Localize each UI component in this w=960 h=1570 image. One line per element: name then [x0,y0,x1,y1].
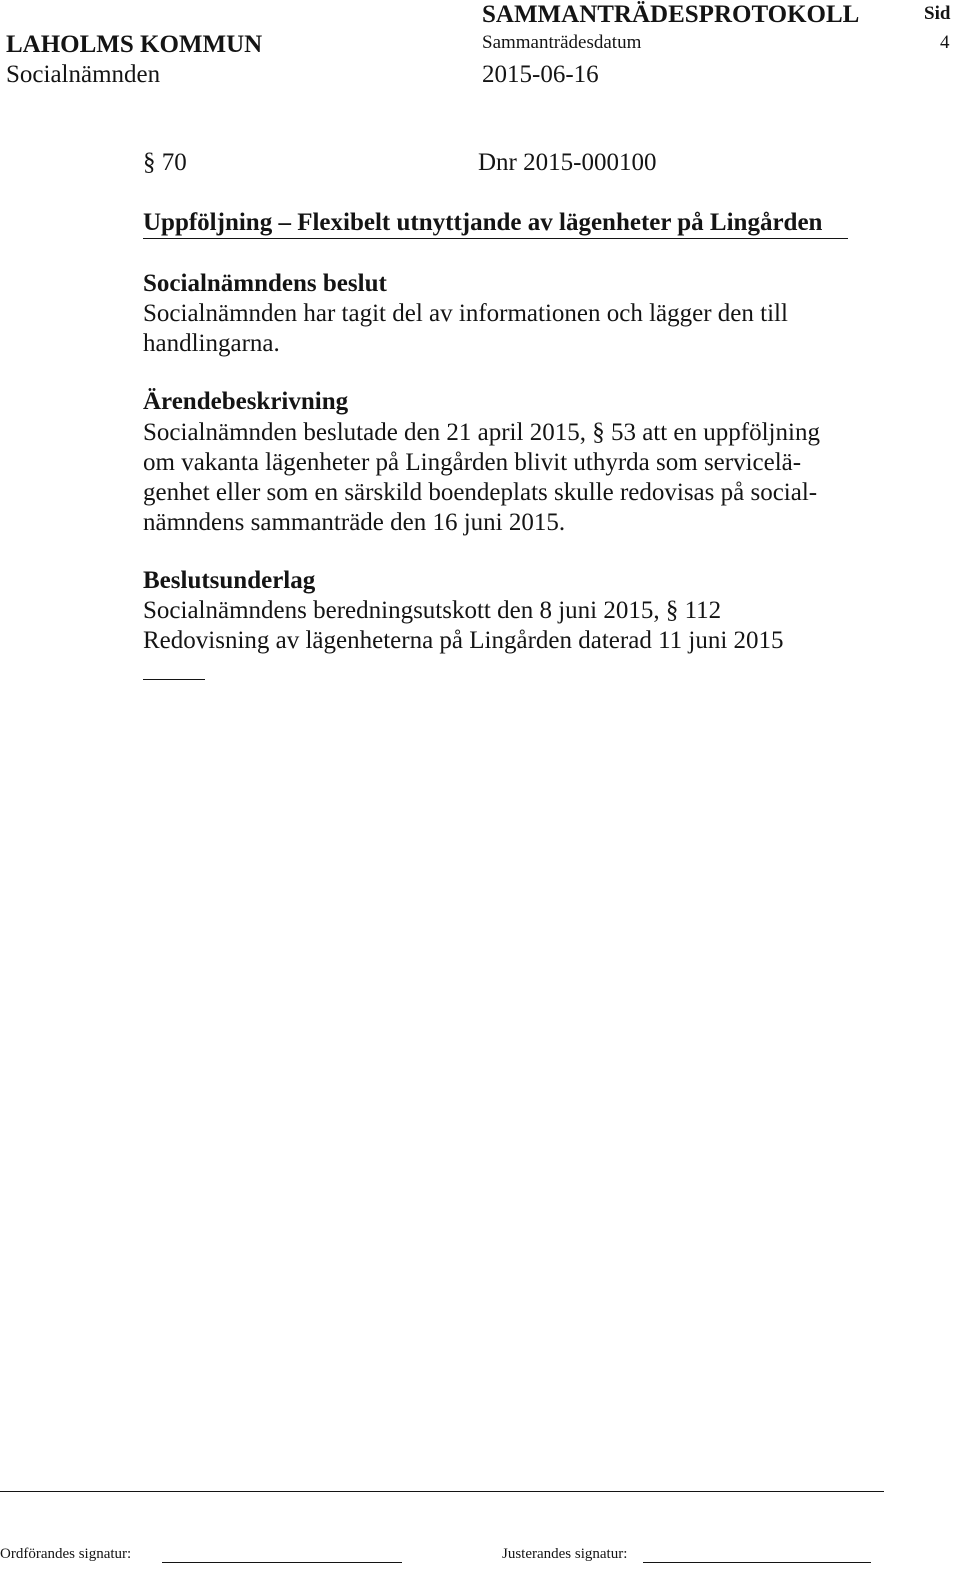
case-number: Dnr 2015-000100 [478,149,657,176]
section-body-description [143,418,863,538]
meeting-date: 2015-06-16 [482,61,599,88]
paragraph-number: § 70 [143,149,187,176]
body-line: Socialnämnden beslutade den 21 april 2015, § 53 att en uppföljning [143,419,820,446]
body-line: om vakanta lägenheter på Lingården blivit uthyrda som servicelä- [143,449,802,476]
body-line: Redovisning av lägenheterna på Lingården daterad 11 juni 2015 [143,627,784,654]
body-line: Socialnämndens beredningsutskott den 8 juni 2015, § 112 [143,597,722,624]
section-body-decision [143,299,863,359]
body-line: genhet eller som en särskild boendeplats skulle redovisas på social- [143,479,818,506]
chair-signature-line [162,1562,402,1563]
page-number: 4 [940,32,950,53]
end-of-item-rule [143,679,205,680]
organization-name: LAHOLMS KOMMUN [6,31,263,58]
adjuster-signature-label: Justerandes signatur: [502,1546,628,1562]
adjuster-signature-line [643,1562,871,1563]
item-title: Uppföljning – Flexibelt utnyttjande av lägenheter på Lingården [143,209,823,236]
body-line: Socialnämnden har tagit del av informationen och lägger den till [143,300,788,327]
body-line: handlingarna. [143,330,280,357]
section-heading-description: Ärendebeskrivning [143,388,349,415]
page-label: Sid [924,3,951,24]
footer-divider [0,1491,884,1492]
section-heading-basis: Beslutsunderlag [143,567,316,594]
body-line: nämndens sammanträde den 16 juni 2015. [143,509,566,536]
title-underline [143,238,848,239]
department-name: Socialnämnden [6,61,161,88]
meeting-date-label: Sammanträdesdatum [482,32,642,53]
chair-signature-label: Ordförandes signatur: [0,1546,132,1562]
document-type: SAMMANTRÄDESPROTOKOLL [482,1,860,28]
section-body-basis [143,596,863,656]
section-heading-decision: Socialnämndens beslut [143,270,387,297]
